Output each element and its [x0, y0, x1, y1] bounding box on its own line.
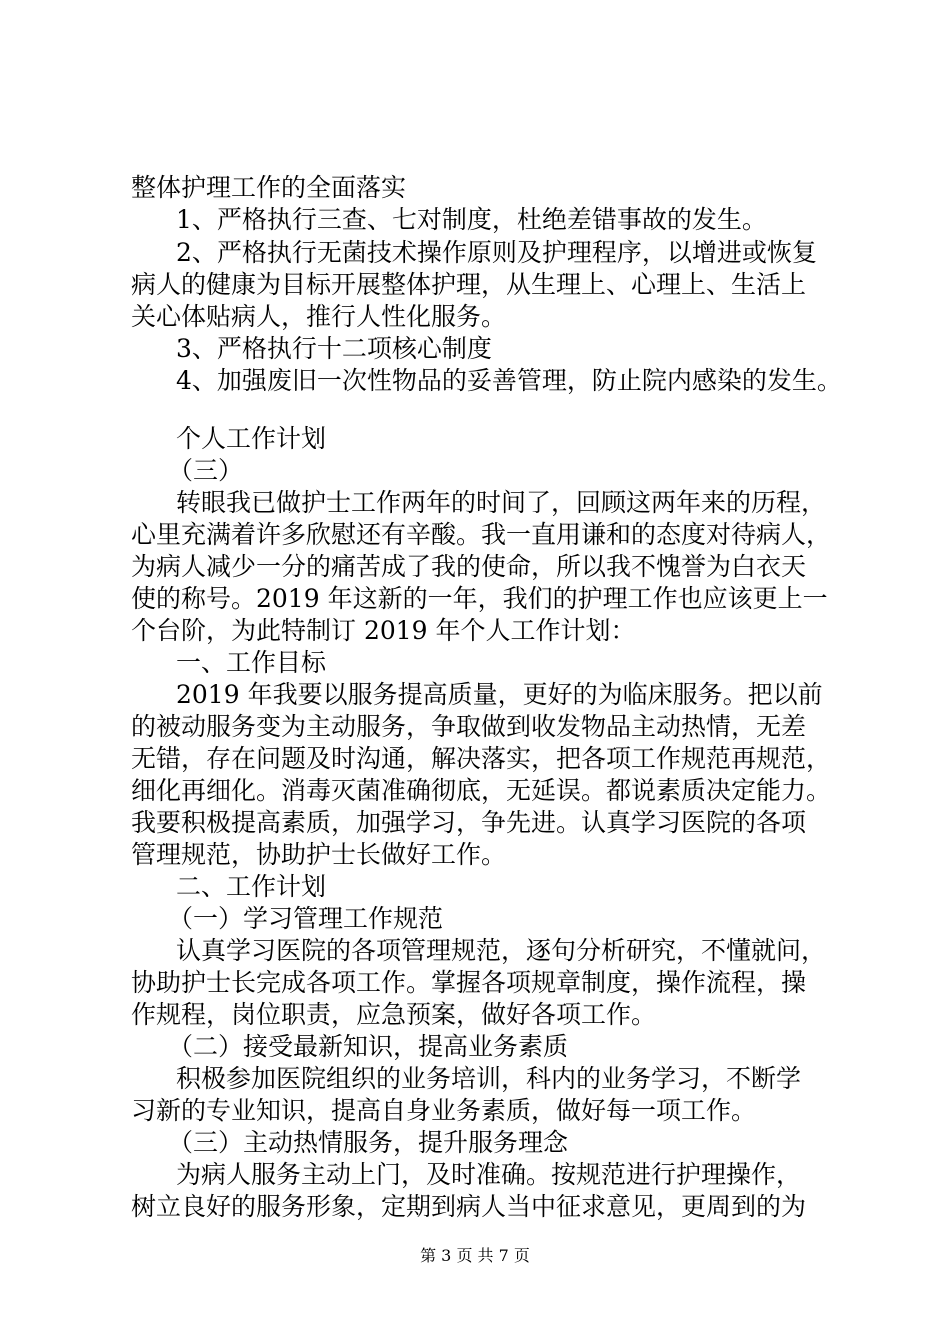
- text-line: 认真学习医院的各项管理规范，逐句分析研究，不懂就问，: [176, 936, 827, 965]
- section-heading: 个人工作计划: [176, 424, 327, 453]
- page-number-footer: 第 3 页 共 7 页: [420, 1246, 530, 1265]
- text-line: 为病人减少一分的痛苦成了我的使命，所以我不愧誉为白衣天: [131, 552, 807, 581]
- text-line: 树立良好的服务形象，定期到病人当中征求意见，更周到的为: [131, 1192, 807, 1221]
- text-line: 整体护理工作的全面落实: [131, 173, 407, 202]
- text-line: 作规程，岗位职责，应急预案，做好各项工作。: [131, 1000, 657, 1029]
- text-line: 3、严格执行十二项核心制度: [176, 334, 492, 363]
- text-line: 病人的健康为目标开展整体护理，从生理上、心理上、生活上: [131, 270, 807, 299]
- text-line: 的被动服务变为主动服务，争取做到收发物品主动热情，无差: [131, 712, 807, 741]
- text-line: 一、工作目标: [176, 648, 327, 677]
- text-line: 为病人服务主动上门，及时准确。按规范进行护理操作，: [176, 1160, 802, 1189]
- text-line: 2019 年我要以服务提高质量，更好的为临床服务。把以前: [176, 680, 823, 709]
- text-line: 关心体贴病人，推行人性化服务。: [131, 302, 507, 331]
- text-line: （一）学习管理工作规范: [168, 904, 444, 933]
- text-line: 习新的专业知识，提高自身业务素质，做好每一项工作。: [131, 1096, 757, 1125]
- text-line: 个台阶，为此特制订 2019 年个人工作计划：: [131, 616, 636, 645]
- text-line: （二）接受最新知识，提高业务素质: [168, 1032, 569, 1061]
- text-line: 二、工作计划: [176, 872, 327, 901]
- text-line: 我要积极提高素质，加强学习，争先进。认真学习医院的各项: [131, 808, 807, 837]
- text-line: （三）主动热情服务，提升服务理念: [168, 1128, 569, 1157]
- section-subheading: （三）: [168, 456, 244, 485]
- text-line: 无错，存在问题及时沟通，解决落实，把各项工作规范再规范，: [131, 744, 832, 773]
- text-line: 心里充满着许多欣慰还有辛酸。我一直用谦和的态度对待病人，: [131, 520, 832, 549]
- text-line: 使的称号。2019 年这新的一年，我们的护理工作也应该更上一: [131, 584, 828, 613]
- text-line: 积极参加医院组织的业务培训，科内的业务学习，不断学: [176, 1064, 802, 1093]
- text-line: 转眼我已做护士工作两年的时间了，回顾这两年来的历程，: [176, 488, 827, 517]
- text-line: 2、严格执行无菌技术操作原则及护理程序，以增进或恢复: [176, 238, 817, 267]
- text-line: 1、严格执行三查、七对制度，杜绝差错事故的发生。: [176, 205, 767, 234]
- text-line: 管理规范，协助护士长做好工作。: [131, 840, 507, 869]
- text-line: 细化再细化。消毒灭菌准确彻底，无延误。都说素质决定能力。: [131, 776, 832, 805]
- text-line: 协助护士长完成各项工作。掌握各项规章制度，操作流程，操: [131, 968, 807, 997]
- text-line: 4、加强废旧一次性物品的妥善管理，防止院内感染的发生。: [176, 366, 842, 395]
